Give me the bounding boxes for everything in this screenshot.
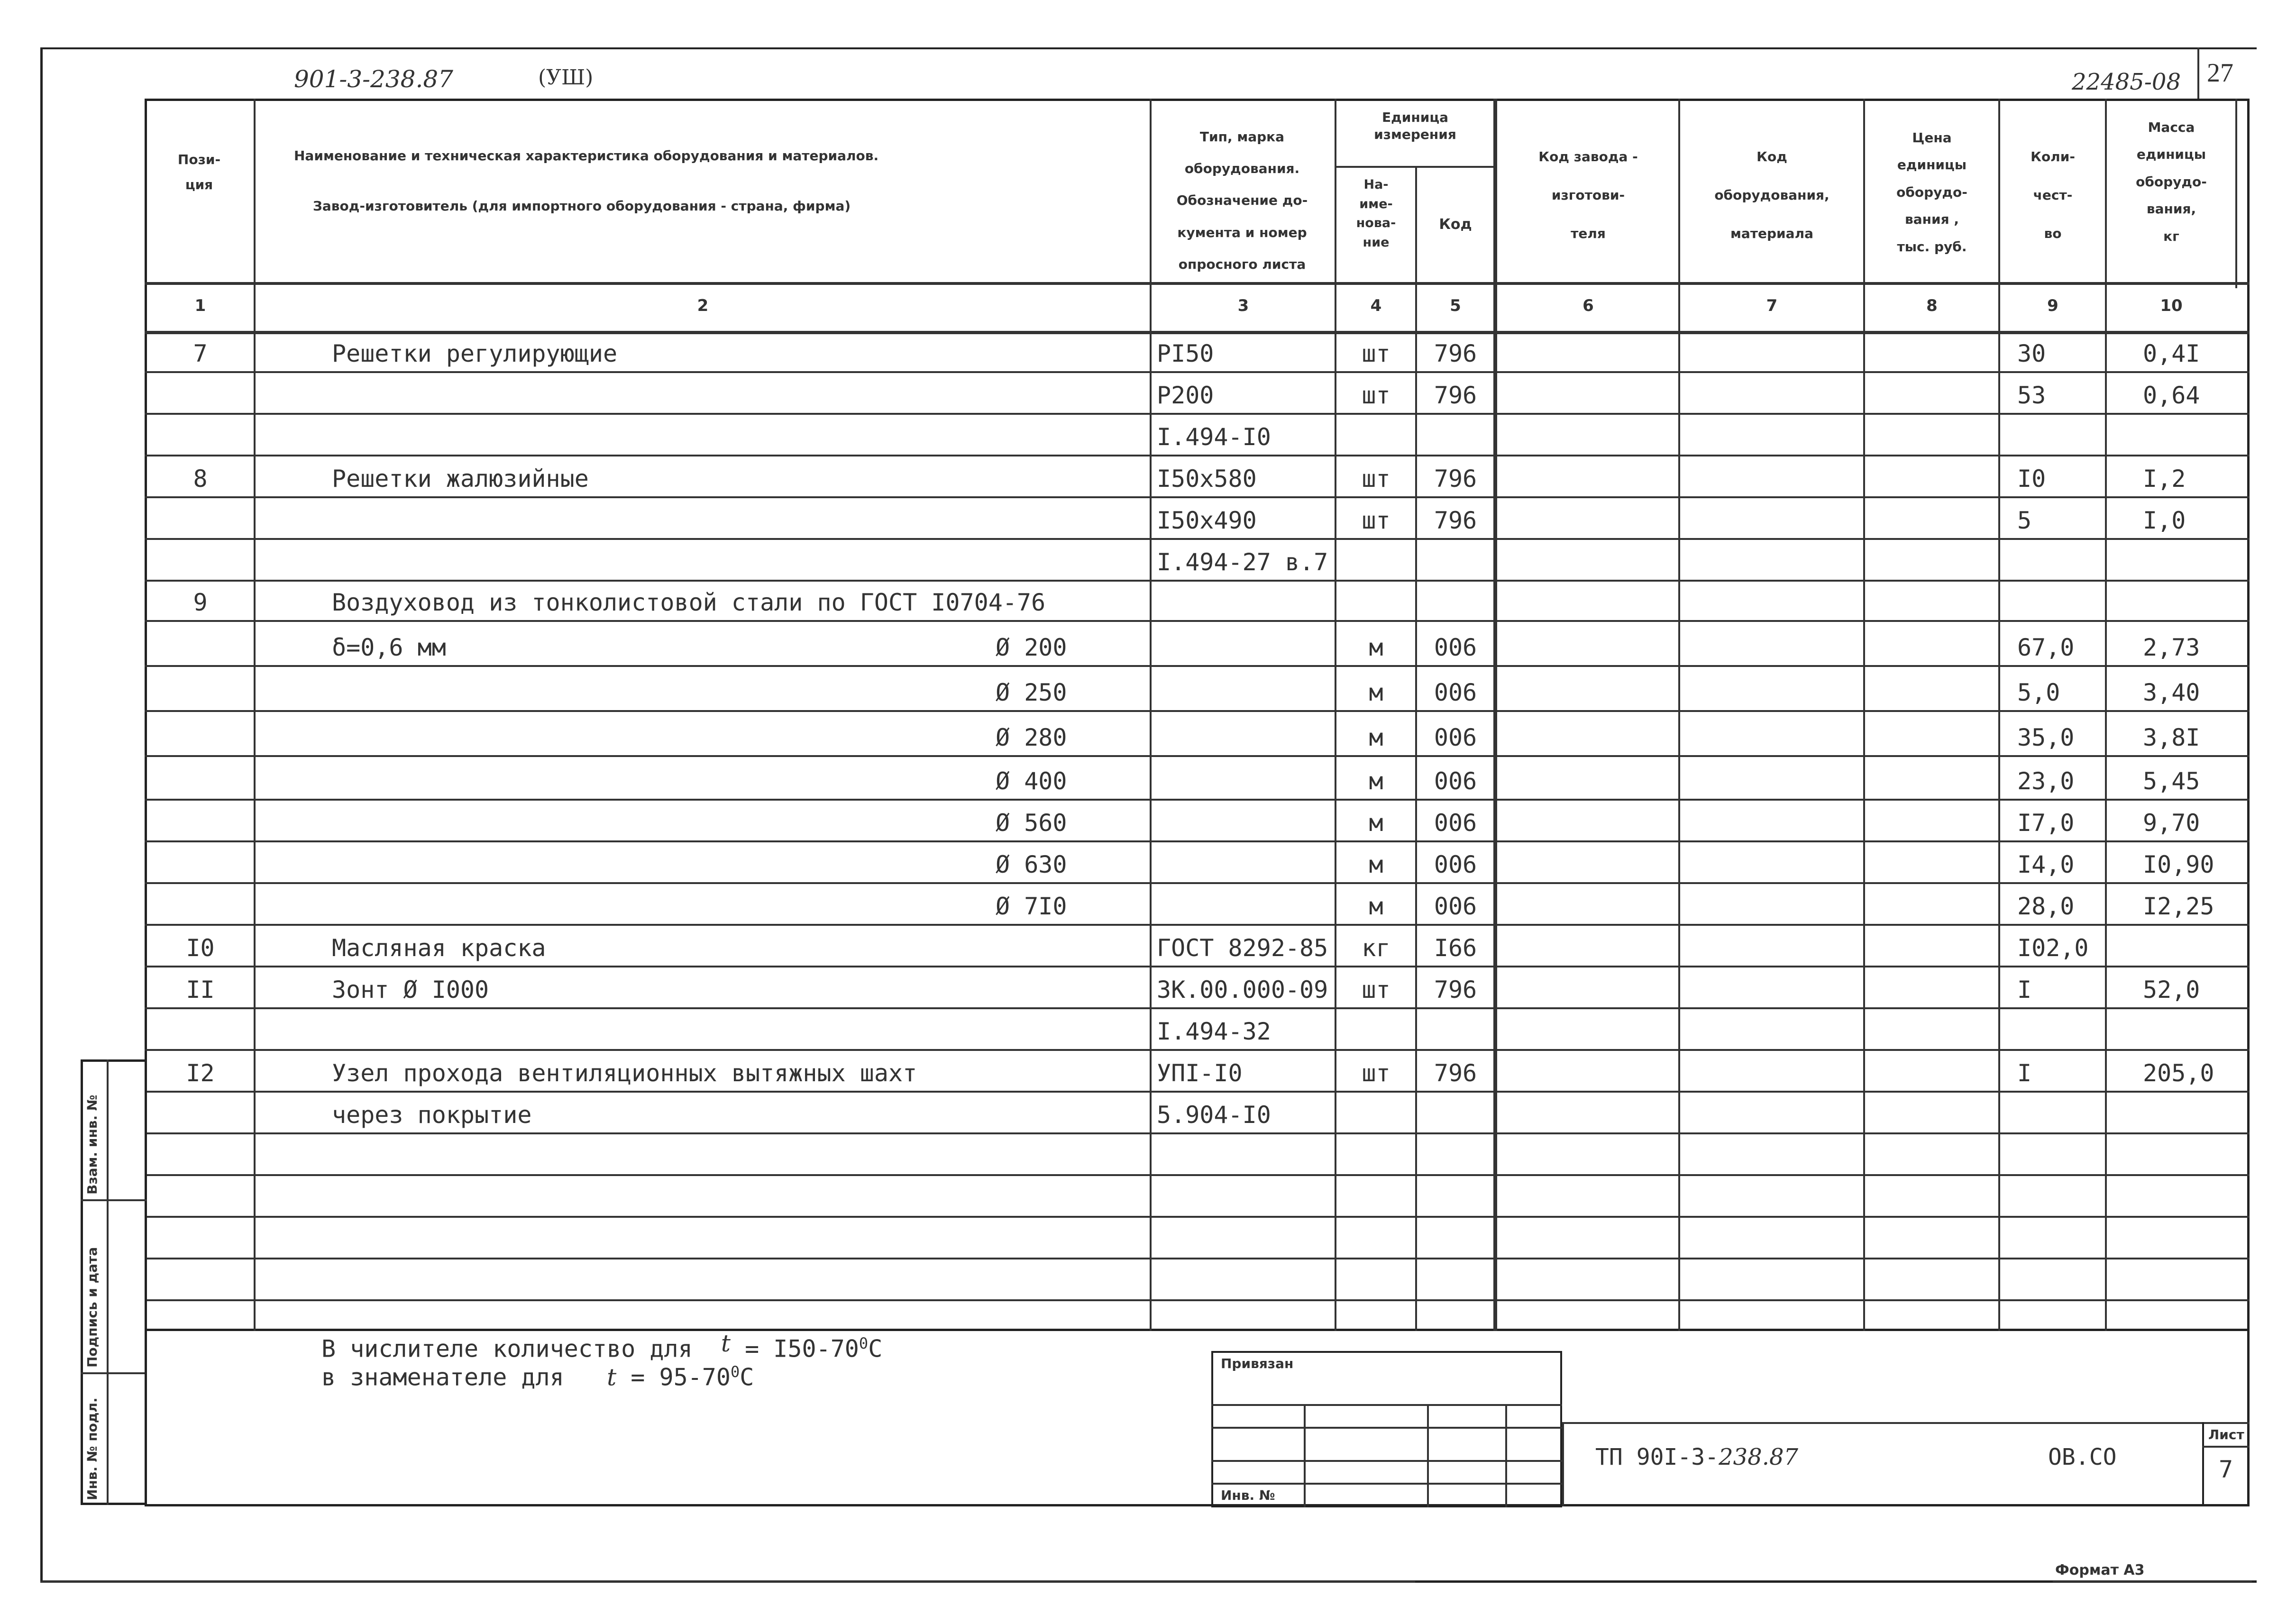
cell-name: Узел прохода вентиляционных вытяжных шахт — [332, 1059, 917, 1087]
cell-dia: Ø 250 — [996, 679, 1067, 706]
row-line — [145, 413, 2250, 415]
cell-type: УПI-I0 — [1157, 1059, 1243, 1087]
cell-name: Масляная краска — [332, 934, 546, 962]
row-line — [145, 924, 2250, 926]
row-line — [145, 580, 2250, 582]
cell-qty: 53 — [2017, 382, 2046, 409]
colnum-6: 6 — [1583, 296, 1594, 315]
cell-dia: Ø 560 — [996, 809, 1067, 837]
row-line — [145, 1299, 2250, 1301]
cell-type: I.494-32 — [1157, 1018, 1271, 1045]
note-line2: в знаменателе для $t = 95-70^0C$ — [321, 1363, 754, 1391]
privyazan-line-4 — [1211, 1483, 1562, 1485]
cell-unit: шт — [1362, 465, 1390, 493]
privyazan-vline-3 — [1505, 1404, 1507, 1507]
cell-code: 006 — [1434, 724, 1477, 751]
cell-mass: 205,0 — [2143, 1059, 2214, 1087]
row-line — [145, 882, 2250, 884]
cell-pos: 7 — [193, 340, 208, 367]
cell-qty: 28,0 — [2017, 893, 2075, 920]
cell-unit: м — [1369, 679, 1383, 706]
cell-dia: Ø 200 — [996, 634, 1067, 661]
format-label: Формат А3 — [2055, 1562, 2145, 1578]
album-label: (УШ) — [538, 65, 594, 90]
cell-pos: II — [186, 976, 215, 1004]
cell-qty: I0 — [2017, 465, 2046, 493]
row-line — [145, 799, 2250, 801]
cell-qty: 5,0 — [2017, 679, 2060, 706]
cell-mass: 5,45 — [2143, 767, 2200, 795]
header-col1: Пози- ция — [177, 152, 221, 193]
cell-code: 796 — [1434, 976, 1477, 1004]
cell-code: I66 — [1434, 934, 1477, 962]
sheet-value: 7 — [2219, 1456, 2233, 1483]
cell-qty: 30 — [2017, 340, 2046, 367]
cell-type: ГОСТ 8292-85 — [1157, 934, 1328, 962]
privyazan-line-3 — [1211, 1460, 1562, 1462]
cell-unit: м — [1369, 724, 1383, 751]
cell-code: 006 — [1434, 767, 1477, 795]
header-bottom-line — [145, 282, 2250, 285]
cell-dia: Ø 280 — [996, 724, 1067, 751]
sidebar-divider — [107, 1059, 109, 1505]
cell-mass: I,2 — [2143, 465, 2186, 493]
cell-qty: 23,0 — [2017, 767, 2075, 795]
format-underline — [2053, 1581, 2252, 1582]
cell-code: 006 — [1434, 634, 1477, 661]
cell-qty: I — [2017, 1059, 2032, 1087]
header-col10: Масса единицы оборудо- вания, кг — [2136, 119, 2207, 244]
cell-unit: шт — [1362, 1059, 1390, 1087]
colnum-5: 5 — [1450, 296, 1461, 315]
cell-pos: 8 — [193, 465, 208, 493]
col-line-10 — [2235, 99, 2237, 288]
note-t1: t — [721, 1329, 731, 1357]
sidebar-podpis: Подпись и дата — [84, 1247, 100, 1368]
privyazan-line-1 — [1211, 1404, 1562, 1406]
cell-unit: м — [1369, 809, 1383, 837]
inv-code-top: 22485-08 — [2072, 69, 2181, 95]
cell-pos: I2 — [186, 1059, 215, 1087]
cell-code: 796 — [1434, 465, 1477, 493]
colnum-3: 3 — [1237, 296, 1249, 315]
doc-mark: ОВ.СО — [2048, 1444, 2117, 1470]
row-line — [145, 966, 2250, 967]
header-unit-group: Единица измерения — [1374, 109, 1456, 143]
privyazan-vline-2 — [1427, 1404, 1429, 1507]
cell-mass: 52,0 — [2143, 976, 2200, 1004]
cell-name: Зонт Ø I000 — [332, 976, 489, 1004]
row-line — [145, 1258, 2250, 1259]
cell-code: 796 — [1434, 340, 1477, 367]
sidebar-sep-1 — [81, 1199, 147, 1201]
cell-dia: Ø 630 — [996, 851, 1067, 878]
cell-unit: кг — [1362, 934, 1390, 962]
cell-qty: I02,0 — [2017, 934, 2089, 962]
colnum-9: 9 — [2047, 296, 2058, 315]
numbers-row-line — [145, 331, 2250, 334]
tp-code: ТП 90I-3-238.87 — [1595, 1444, 1799, 1470]
row-line — [145, 710, 2250, 712]
header-col4: На- име- нова- ние — [1356, 177, 1396, 250]
row-line — [145, 840, 2250, 842]
row-line — [145, 496, 2250, 498]
row-line — [145, 1007, 2250, 1009]
row-line — [145, 1049, 2250, 1051]
page-number: 27 — [2207, 58, 2233, 88]
header-col7: Код оборудования, материала — [1714, 149, 1829, 242]
row-line — [145, 1132, 2250, 1134]
cell-unit: шт — [1362, 976, 1390, 1004]
cell-unit: м — [1369, 634, 1383, 661]
cell-qty: 35,0 — [2017, 724, 2075, 751]
sheet-box-line — [2202, 1446, 2250, 1448]
cell-code: 006 — [1434, 679, 1477, 706]
cell-unit: шт — [1362, 507, 1390, 534]
cell-code: 006 — [1434, 809, 1477, 837]
cell-unit: шт — [1362, 340, 1390, 367]
cell-mass: 2,73 — [2143, 634, 2200, 661]
cell-code: 796 — [1434, 507, 1477, 534]
row-line — [145, 538, 2250, 540]
sidebar-inv-podl: Инв. № подл. — [84, 1397, 100, 1500]
row-line — [145, 620, 2250, 622]
cell-dia: Ø 400 — [996, 767, 1067, 795]
sidebar-sep-2 — [81, 1372, 147, 1374]
cell-type: ЗК.00.000-09 — [1157, 976, 1328, 1004]
cell-name: Воздуховод из тонколистовой стали по ГОСТ I0704-76 — [332, 589, 1046, 616]
cell-type: I50x580 — [1157, 465, 1257, 493]
cell-code: 796 — [1434, 382, 1477, 409]
cell-qty: I4,0 — [2017, 851, 2075, 878]
header-col2-line1: Наименование и техническая характеристика оборудования и материалов. — [294, 148, 879, 164]
row-line — [145, 1216, 2250, 1218]
cell-mass: 0,4I — [2143, 340, 2200, 367]
cell-code: 006 — [1434, 851, 1477, 878]
cell-qty: I7,0 — [2017, 809, 2075, 837]
colnum-1: 1 — [194, 296, 206, 315]
cell-qty: 67,0 — [2017, 634, 2075, 661]
unit-subheader-line — [1335, 166, 1496, 168]
cell-qty: I — [2017, 976, 2032, 1004]
cell-pos: I0 — [186, 934, 215, 962]
cell-pos: 9 — [193, 589, 208, 616]
sidebar-vzam: Взам. инв. № — [84, 1095, 100, 1195]
cell-unit: м — [1369, 851, 1383, 878]
doc-code-top: 901-3-238.87 — [294, 65, 453, 93]
colnum-8: 8 — [1926, 296, 1938, 315]
cell-mass: 9,70 — [2143, 809, 2200, 837]
cell-mass: I2,25 — [2143, 893, 2214, 920]
header-col6: Код завода - изготови- теля — [1538, 149, 1638, 242]
cell-mass: 3,40 — [2143, 679, 2200, 706]
cell-type: I50x490 — [1157, 507, 1257, 534]
colnum-10: 10 — [2160, 296, 2183, 315]
cell-mass: 0,64 — [2143, 382, 2200, 409]
inv-no-label: Инв. № — [1221, 1487, 1275, 1503]
page-num-divider — [2197, 47, 2199, 100]
colnum-2: 2 — [697, 296, 709, 315]
cell-type: 5.904-I0 — [1157, 1101, 1271, 1129]
note-t2: t — [607, 1363, 617, 1391]
sheet-label: Лист — [2208, 1427, 2244, 1442]
cell-name: Решетки жалюзийные — [332, 465, 589, 493]
header-col3: Тип, марка оборудования. Обозначение до- кумента и номер опросного листа — [1176, 129, 1308, 272]
cell-unit: шт — [1362, 382, 1390, 409]
cell-mass: I,0 — [2143, 507, 2186, 534]
row-line — [145, 665, 2250, 667]
cell-qty: 5 — [2017, 507, 2032, 534]
header-col5: Код — [1439, 216, 1472, 233]
cell-type: PI50 — [1157, 340, 1214, 367]
header-col8: Цена единицы оборудо- вания , тыс. руб. — [1896, 130, 1967, 255]
note-line1: В числителе количество для $t = I50-70^0C$ — [321, 1329, 883, 1363]
cell-mass: 3,8I — [2143, 724, 2200, 751]
cell-type: P200 — [1157, 382, 1214, 409]
row-line — [145, 1091, 2250, 1093]
titleblock-top — [1562, 1422, 2250, 1424]
cell-name: Решетки регулирующие — [332, 340, 618, 367]
row-line — [145, 1174, 2250, 1176]
cell-type: I.494-I0 — [1157, 423, 1271, 451]
cell-type: I.494-27 в.7 — [1157, 548, 1328, 576]
row-line — [145, 755, 2250, 757]
cell-code: 796 — [1434, 1059, 1477, 1087]
cell-mass: I0,90 — [2143, 851, 2214, 878]
col-line-4 — [1415, 166, 1417, 1331]
cell-name: через покрытие — [332, 1101, 532, 1129]
header-col2-line2: Завод-изготовитель (для импортного оборудования - страна, фирма) — [313, 198, 851, 214]
header-col9: Коли- чест- во — [2031, 149, 2075, 242]
bottom-rule — [40, 1581, 1415, 1583]
cell-name: δ=0,6 мм — [332, 634, 446, 661]
row-line — [145, 371, 2250, 373]
colnum-4: 4 — [1370, 296, 1382, 315]
colnum-7: 7 — [1766, 296, 1778, 315]
cell-unit: м — [1369, 767, 1383, 795]
cell-dia: Ø 7I0 — [996, 893, 1067, 920]
titleblock-vline — [1562, 1422, 1564, 1506]
cell-unit: м — [1369, 893, 1383, 920]
privyazan-label: Привязан — [1221, 1356, 1294, 1371]
privyazan-vline-1 — [1304, 1404, 1306, 1507]
cell-code: 006 — [1434, 893, 1477, 920]
privyazan-line-2 — [1211, 1427, 1562, 1429]
row-line — [145, 455, 2250, 456]
